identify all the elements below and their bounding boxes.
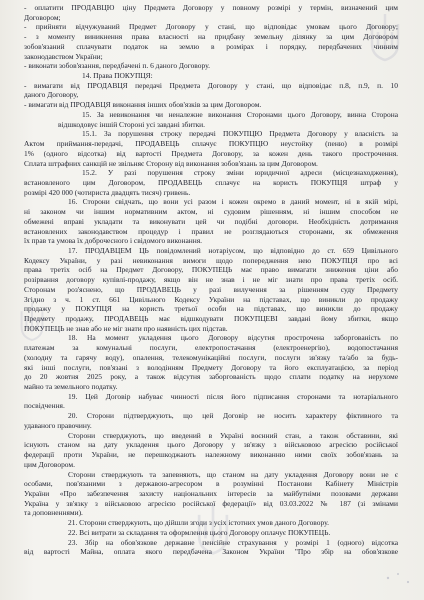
text-line: Сторонам роз'яснено, що ПРОДАВЕЦЬ у разі вилучення за рішенням суду Предмету [24, 284, 398, 294]
text-line: 14. Права ПОКУПЦЯ: [82, 71, 153, 81]
text-line: розірвання договору купівлі-продажу, якщо він не знав і не міг знати про права третіх осіб. [24, 275, 398, 285]
text-line: Сторони стверджують, що введений в Україні воєнний стан, а також обставини, які [68, 430, 398, 440]
text-line: продажу у ПОКУПЦЯ на користь третьої особи на підставах, що виникли до продажу [24, 304, 398, 314]
text-line: 15.1. За порушення строку передачі ПОКУПЦЮ Предмета Договору у власність за [82, 129, 398, 139]
text-line: Предмету продажу, ПРОДАВЕЦЬ має відшкодувати ПОКУПЦЕВІ завдані йому збитки, якщо [24, 314, 398, 323]
text-line: - з моменту виникнення права власності на придбану земельну ділянку за цим Договором [24, 32, 398, 42]
text-line: - прийняти відчужуваний Предмет Договору у стані, що відповідає умовам цього Договору; [24, 22, 398, 32]
text-line: майно та земельного податку. [24, 382, 118, 392]
text-line: Договором; [24, 12, 61, 22]
text-line: 15. За невиконання чи неналежне виконання Сторонами цього Договору, винна Сторона [82, 109, 398, 119]
text-line: Актом приймання-передачі, ПРОДАВЕЦЬ сплачує ПОКУПЦЮ неустойку (пеню) в розмірі [24, 139, 398, 149]
text-line: Сплата штрафних санкцій не звільняє Сторону від виконання зобов'язань за цим Договором. [24, 158, 318, 168]
text-line: Згідно з ч. 1 ст. 661 Цивільного Кодексу України на підставах, що виникли до продажу [24, 294, 398, 304]
text-line: України «Про забезпечення захисту національних інтересів за майбутніми позовами держави [24, 488, 398, 498]
text-line: права третіх осіб на Предмет Договору, ПОКУПЕЦЬ має право вимагати зниження ціни або [24, 265, 398, 275]
text-line: 18. На момент укладення цього Договору відсутня прострочена заборгованість по [68, 333, 398, 343]
text-line: відшкодовує іншій Стороні усі завдані збитки. [58, 119, 206, 129]
stamp-mark-icon [378, 566, 418, 596]
text-line: особами, пов'язаними з державою-агресором в розумінні Постанови Кабінету Міністрів [24, 479, 398, 489]
text-line: 17. ПРОДАВЦЕМ ЦЬ повідомлений нотаріусом, що відповідно до ст. 659 Цивільного [68, 245, 398, 255]
text-line: - оплатити ПРОДАВЦЮ ціну Предмета Договору у повному розмірі у термін, визначений цим [24, 3, 398, 12]
text-line: посвідчення. [24, 401, 65, 411]
text-line: 1% (одного відсотка) від вартості Предмета Договору, за кожен день такого прострочення. [24, 148, 398, 158]
text-line: зобов'язаний сплачувати податок на землю в розмірах і порядку, передбачених чинним [24, 41, 398, 51]
text-line: Кодексу України, у разі невиконання вимоги щодо попередження нею ПОКУПЦЯ про всі [24, 255, 398, 265]
text-line: 16. Сторони свідчать, що вони усі разом і кожен окремо в даний момент, ні в якій мірі, [68, 197, 398, 207]
text-line: встановленого цим Договором, ПРОДАВЕЦЬ сплачує на користь ПОКУПЦЯ штраф у [24, 177, 398, 187]
text-line: встановлених законодавством процедур і правил не розглядаються сторонами, як обмеження [24, 226, 398, 236]
document-body [24, 3, 398, 557]
text-line: 21. Сторони стверджують, що дійшли згоди з усіх істотних умов даного Договору. [68, 518, 329, 528]
text-line: - вимагати від ПРОДАВЦЯ передачі Предмета Договору у стані, що відповідає п.8, п.9, п. 10 [24, 80, 398, 90]
text-line: законодавством України; [24, 51, 103, 61]
text-line: - виконати зобов'язання, передбачені п. 6 даного Договору. [24, 61, 210, 71]
text-line: 23. Збір на обов'язкове державне пенсійне страхування у розмірі 1 (одного) відсотка [68, 537, 398, 547]
text-line: Сторони стверджують та запевняють, що станом на дату укладення Договору вони не є [68, 469, 398, 479]
text-line: - вимагати від ПРОДАВЦЯ виконання інших обов'язків за цим Договором. [24, 100, 262, 110]
text-line: до 20 жовтня 2025 року, а також відсутня заборгованість щодо сплати податку на нерухоме [24, 372, 398, 382]
text-line: їх прав та умова їх доброчесного і свідомого виконання. [24, 236, 202, 246]
text-line: 22. Всі витрати за складання та оформлення цього Договору оплачує ПОКУПЕЦЬ. [68, 527, 331, 537]
text-line: обмежені вправі укладати та виконувати цей чи подібні договори. Необхідність дотримання [24, 216, 398, 226]
text-line: федерації проти України, не перешкоджають належному виконанню ними своїх зобов'язань за [24, 450, 398, 460]
text-line: які інші послуги, пов'язані з володінням Предмету Договору та його експлуатацією, за період [24, 362, 398, 372]
text-line: розмірі 420 000 (чотириста двадцять тисяч) гривень. [24, 187, 191, 197]
text-line: ні законом чи іншим нормативним актом, ні судовим рішенням, ні іншим способом не [24, 207, 398, 217]
text-line: 19. Цей Договір набуває чинності після його підписання сторонами та нотаріального [68, 391, 398, 401]
text-line: від вартості Майна, оплата якого передбачена Законом України "Про збір на обов'язкове [24, 547, 398, 557]
text-line: цим Договором. [24, 459, 75, 469]
text-line: ПОКУПЕЦЬ не знав або не міг знати про наявність цих підстав. [24, 323, 228, 333]
text-line: та доповненнями). [24, 508, 83, 518]
text-line: 15.2. У разі порушення строку зміни юридичної адреси (місцезнаходження), [82, 168, 398, 178]
text-line: даного Договору, [24, 90, 79, 100]
text-line: платежам за комунальні послуги, електропостачання (електроенергію), водопостачання [24, 343, 398, 353]
text-line: 20. Сторони підтверджують, що цей Договір не носить характеру фіктивного та [68, 411, 398, 421]
text-line: удаваного правочину. [24, 420, 92, 430]
text-line: існують станом на дату укладення цього Договору у зв'язку з військовою агресією російської [24, 440, 398, 450]
text-line: Україна у зв'язку з військовою агресією російської федерації» від 03.03.2022 № 187 (зі змінами [24, 498, 398, 508]
text-line: (холодну та гарячу воду), опалення, телекомунікаційні послуги, послуги зв'язку та/або за будь- [24, 352, 398, 362]
